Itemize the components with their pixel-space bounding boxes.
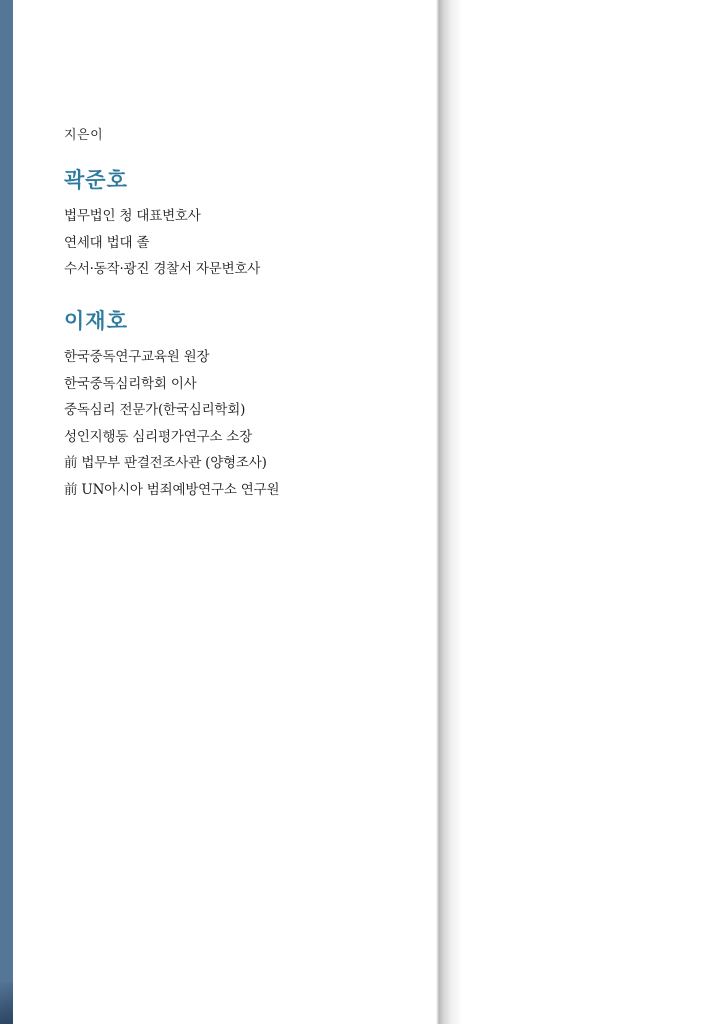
page-fold-shadow	[436, 0, 462, 1024]
author-block-1	[64, 166, 260, 283]
author-name: 곽준호	[64, 168, 128, 192]
bio-item: 前 UN아시아 범죄예방연구소 연구원	[64, 481, 280, 498]
bio-item: 성인지행동 심리평가연구소 소장	[64, 428, 252, 445]
author-page	[13, 0, 438, 1024]
author-bio-list	[64, 203, 260, 283]
bio-item: 연세대 법대 졸	[64, 234, 150, 251]
bio-item: 수서·동작·광진 경찰서 자문변호사	[64, 261, 261, 277]
bio-item: 한국중독심리학회 이사	[64, 375, 197, 392]
author-block-2	[64, 307, 279, 503]
cover-edge-band	[0, 0, 13, 1024]
bio-item: 중독심리 전문가(한국심리학회)	[64, 402, 246, 418]
bio-item: 한국중독연구교육원 원장	[64, 349, 210, 365]
author-bio-list	[64, 344, 279, 503]
author-name: 이재호	[64, 309, 128, 333]
cover-edge-corner	[0, 982, 13, 1024]
bio-item: 법무법인 청 대표변호사	[64, 208, 201, 224]
section-label: 지은이	[64, 128, 104, 143]
bio-item: 前 법무부 판결전조사관 (양형조사)	[64, 455, 267, 471]
